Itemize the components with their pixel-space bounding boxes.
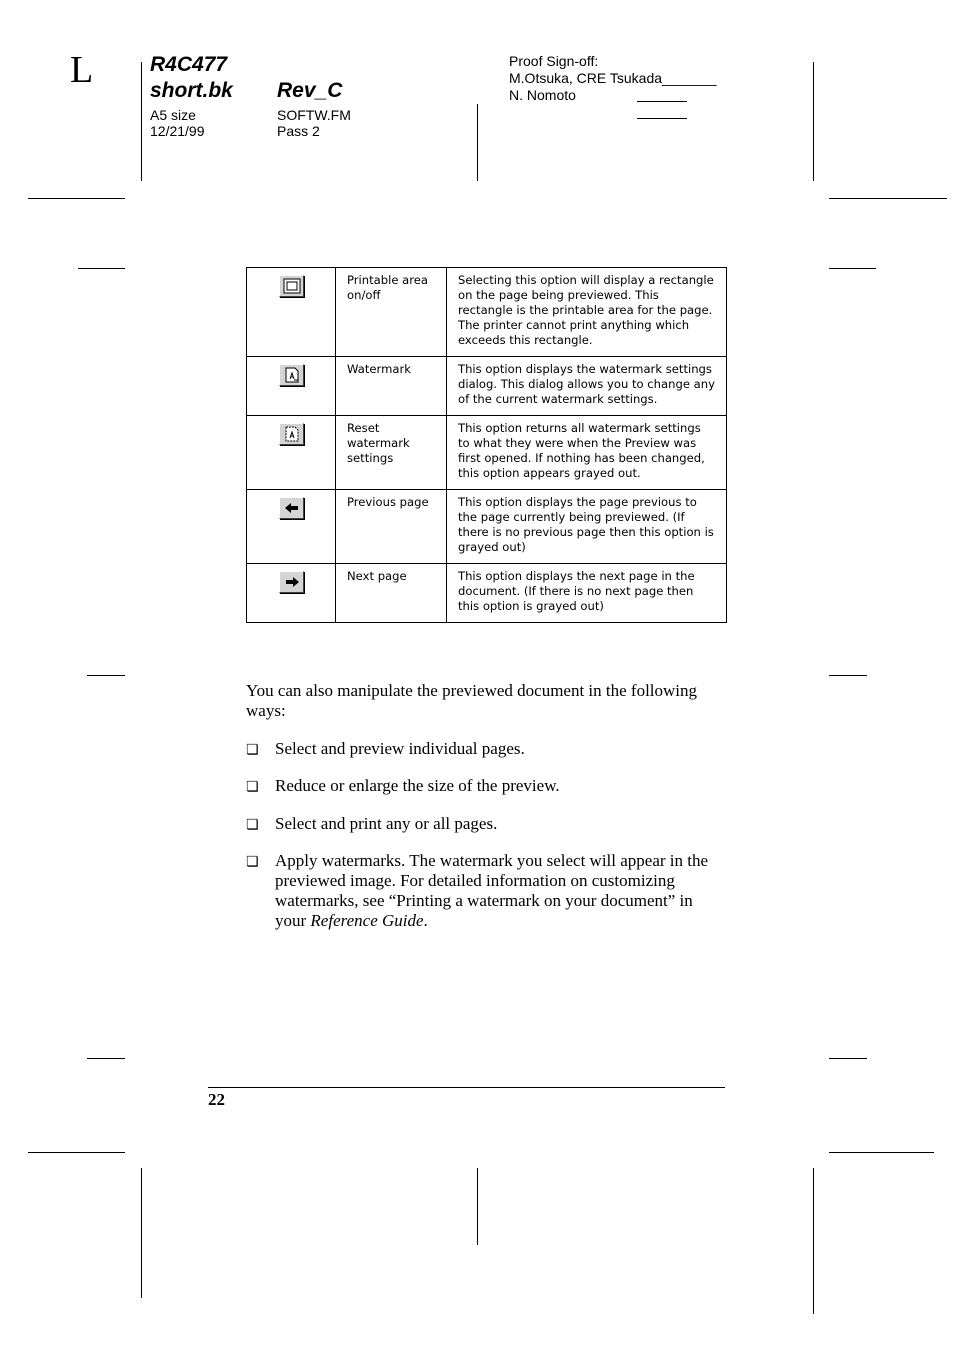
proof-signoff-title: Proof Sign-off: (509, 53, 599, 69)
crop-mark (829, 268, 876, 269)
option-description: This option displays the next page in the document. (If there is no next page then this option is grayed out) (447, 564, 727, 623)
left-page-mark: L (70, 49, 94, 91)
list-item-text-end: . (423, 911, 428, 930)
crop-mark (829, 198, 947, 199)
watermark-icon (279, 364, 304, 386)
table-row (247, 357, 727, 416)
signature-line (637, 101, 687, 102)
next-page-arrow-icon (279, 571, 304, 593)
option-description: This option displays the watermark settings dialog. This dialog allows you to change any of the current watermark settings. (447, 357, 727, 416)
list-item (246, 851, 726, 931)
book-name: short.bk (150, 79, 233, 102)
table-row (247, 490, 727, 564)
table-row (247, 268, 727, 357)
pass-number: Pass 2 (277, 123, 320, 139)
option-name: Previous page (336, 490, 447, 564)
file-name: SOFTW.FM (277, 107, 351, 123)
crop-mark (477, 1168, 478, 1245)
list-item (246, 814, 726, 834)
previous-page-arrow-icon (279, 497, 304, 519)
option-name: Printable area on/off (336, 268, 447, 357)
option-name: Reset watermark settings (336, 416, 447, 490)
list-item-text-main: Apply watermarks. The watermark you select will appear in the previewed image. For detailed information on customizing watermarks, see “Printing a watermark on your document” in your (275, 851, 709, 930)
checkbox-bullet-icon: ❏ (246, 854, 259, 870)
crop-mark (28, 1152, 125, 1153)
crop-mark (28, 198, 125, 199)
paper-size: A5 size (150, 107, 196, 123)
list-item-text: Select and print any or all pages. (275, 814, 498, 833)
crop-mark (829, 1058, 867, 1059)
option-description: This option displays the page previous to the page currently being previewed. (If there is no previous page then this option is grayed out) (447, 490, 727, 564)
list-item (246, 739, 726, 759)
revision: Rev_C (277, 79, 343, 102)
date: 12/21/99 (150, 123, 205, 139)
signature-line (637, 118, 687, 119)
reference-guide-title: Reference Guide (310, 911, 424, 930)
option-name: Next page (336, 564, 447, 623)
preview-options-table (246, 267, 727, 623)
list-item-text: Reduce or enlarge the size of the preview. (275, 776, 560, 795)
list-item-text: Select and preview individual pages. (275, 739, 525, 758)
crop-mark (813, 62, 814, 181)
table-row (247, 416, 727, 490)
crop-mark (87, 675, 125, 676)
crop-mark (141, 62, 142, 181)
option-description: This option returns all watermark settings to what they were when the Preview was first opened. If nothing has been changed, this option appears grayed out. (447, 416, 727, 490)
option-description: Selecting this option will display a rectangle on the page being previewed. This rectangle is the printable area for the page. The printer cannot print anything which exceeds this rectangle. (447, 268, 727, 357)
table-row (247, 564, 727, 623)
crop-mark (829, 675, 867, 676)
doc-code: R4C477 (150, 53, 228, 76)
crop-mark (813, 1168, 814, 1314)
proof-signoff-line-1: M.Otsuka, CRE Tsukada_______ (509, 70, 717, 86)
page-number: 22 (208, 1090, 225, 1109)
crop-mark (141, 1168, 142, 1298)
printable-area-icon (279, 275, 304, 297)
list-item (246, 776, 726, 796)
crop-mark (78, 268, 125, 269)
intro-paragraph: You can also manipulate the previewed document in the following ways: (246, 681, 698, 720)
list-item-text (275, 851, 726, 931)
crop-mark (477, 104, 478, 181)
crop-mark (87, 1058, 125, 1059)
checkbox-bullet-icon: ❏ (246, 817, 259, 833)
checkbox-bullet-icon: ❏ (246, 742, 259, 758)
checkbox-bullet-icon: ❏ (246, 779, 259, 795)
crop-mark (829, 1152, 934, 1153)
footer-rule (208, 1087, 725, 1088)
reset-watermark-icon (279, 423, 304, 445)
proof-signoff-line-2: N. Nomoto (509, 87, 576, 103)
option-name: Watermark (336, 357, 447, 416)
